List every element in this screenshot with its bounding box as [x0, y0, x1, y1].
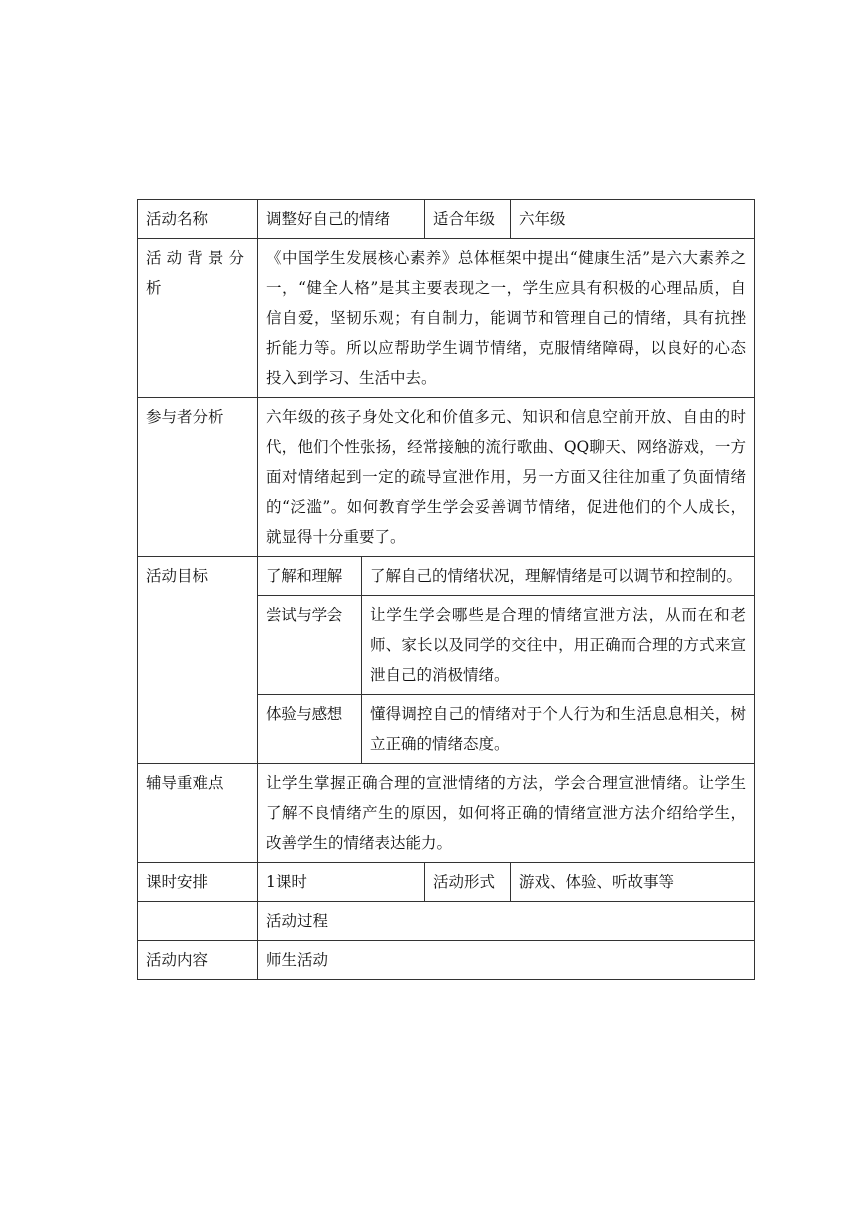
goal-try-text: 让学生学会哪些是合理的情绪宣泄方法，从而在和老师、家长以及同学的交往中，用正确而合理的方式来宣泄自己的消极情绪。 — [362, 596, 755, 695]
content-value: 师生活动 — [258, 941, 755, 980]
keypoints-label: 辅导重难点 — [138, 764, 258, 863]
goals-label: 活动目标 — [138, 557, 258, 764]
keypoints-text: 让学生掌握正确合理的宣泄情绪的方法，学会合理宣泄情绪。让学生了解不良情绪产生的原因，如何将正确的情绪宣泄方法介绍给学生，改善学生的情绪表达能力。 — [258, 764, 755, 863]
row-content — [138, 941, 755, 980]
content-label: 活动内容 — [138, 941, 258, 980]
grade-value: 六年级 — [511, 200, 755, 239]
row-process — [138, 902, 755, 941]
background-text: 《中国学生发展核心素养》总体框架中提出“健康生活”是六大素养之一，“健全人格”是其主要表现之一，学生应具有积极的心理品质，自信自爱，坚韧乐观；有自制力，能调节和管理自己的情绪，具有抗挫折能力等。所以应帮助学生调节情绪，克服情绪障碍，以良好的心态投入到学习、生活中去。 — [258, 239, 755, 398]
goal-try-label: 尝试与学会 — [258, 596, 362, 695]
activity-name-value: 调整好自己的情绪 — [258, 200, 425, 239]
form-label: 活动形式 — [425, 863, 511, 902]
row-goal-understand — [138, 557, 755, 596]
activity-plan-table — [137, 199, 755, 980]
process-value: 活动过程 — [258, 902, 755, 941]
row-participants — [138, 398, 755, 557]
participants-label: 参与者分析 — [138, 398, 258, 557]
row-schedule — [138, 863, 755, 902]
goal-understand-label: 了解和理解 — [258, 557, 362, 596]
row-keypoints — [138, 764, 755, 863]
schedule-value: 1课时 — [258, 863, 425, 902]
process-label — [138, 902, 258, 941]
participants-text: 六年级的孩子身处文化和价值多元、知识和信息空前开放、自由的时代，他们个性张扬，经常接触的流行歌曲、QQ聊天、网络游戏，一方面对情绪起到一定的疏导宣泄作用，另一方面又往往加重了负面情绪的“泛滥”。如何教育学生学会妥善调节情绪，促进他们的个人成长，就显得十分重要了。 — [258, 398, 755, 557]
grade-label: 适合年级 — [425, 200, 511, 239]
form-value: 游戏、体验、听故事等 — [511, 863, 755, 902]
goal-experience-label: 体验与感想 — [258, 695, 362, 764]
goal-experience-text: 懂得调控自己的情绪对于个人行为和生活息息相关，树立正确的情绪态度。 — [362, 695, 755, 764]
activity-name-label: 活动名称 — [138, 200, 258, 239]
goal-understand-text: 了解自己的情绪状况，理解情绪是可以调节和控制的。 — [362, 557, 755, 596]
schedule-label: 课时安排 — [138, 863, 258, 902]
row-activity-name — [138, 200, 755, 239]
background-label: 活动背景分析 — [138, 239, 258, 398]
row-background — [138, 239, 755, 398]
